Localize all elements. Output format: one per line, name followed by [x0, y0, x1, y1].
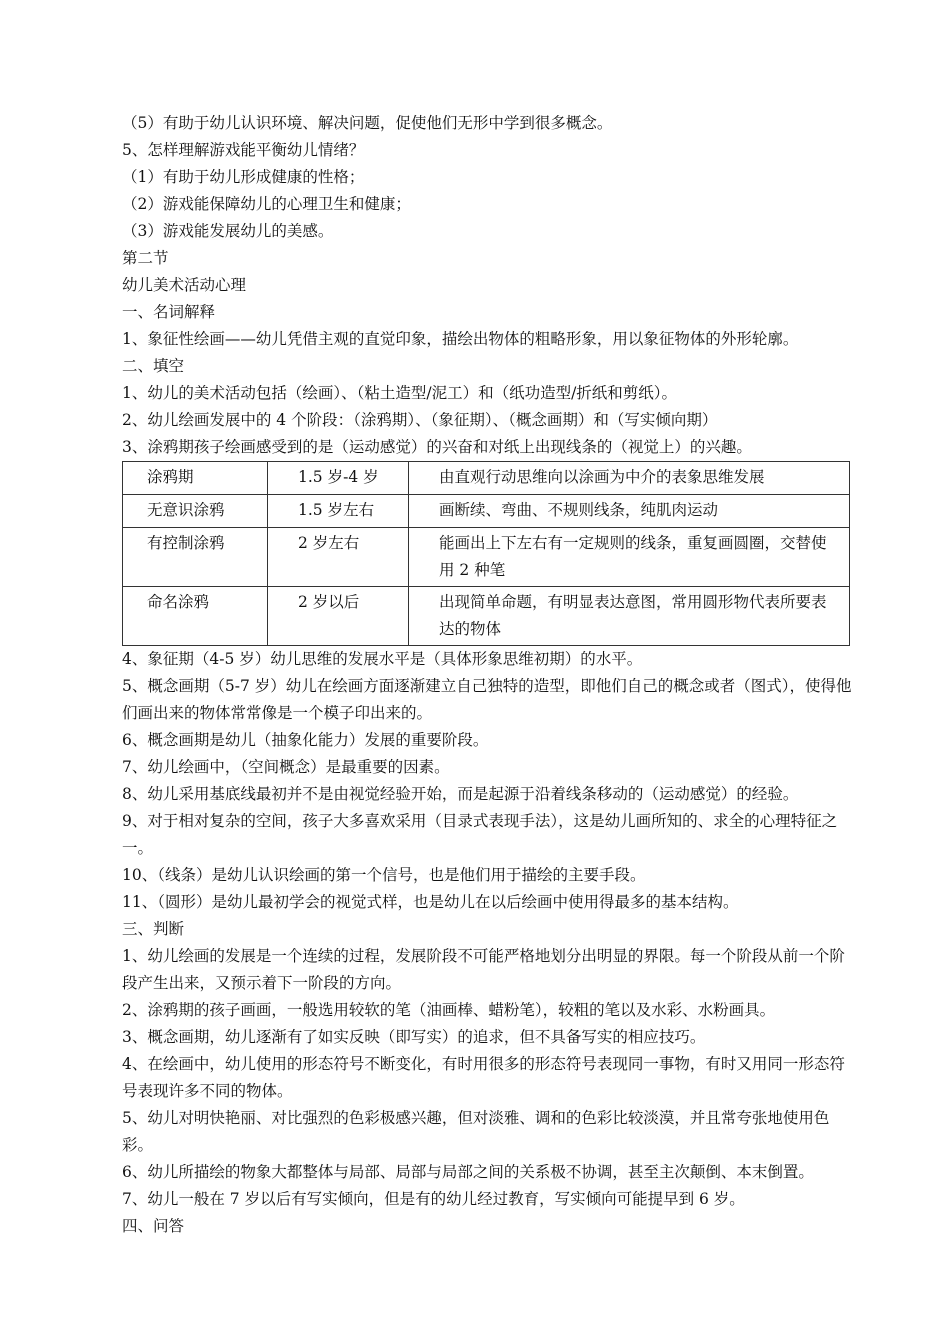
text-line: 9、对于相对复杂的空间，孩子大多喜欢采用（目录式表现手法），这是幼儿画所知的、求全的心理特征之一。: [122, 812, 838, 857]
table-row: [123, 528, 850, 587]
text-line: 5、概念画期（5-7 岁）幼儿在绘画方面逐渐建立自己独特的造型，即他们自己的概念或者（图式），使得他们画出来的物体常常像是一个模子印出来的。: [122, 677, 852, 722]
table-cell-desc: 能画出上下左右有一定规则的线条，重复画圆圈，交替使用 2 种笔: [409, 528, 850, 587]
text-line: 3、涂鸦期孩子绘画感受到的是（运动感觉）的兴奋和对纸上出现线条的（视觉上）的兴趣。: [122, 438, 752, 456]
text-line: 1、象征性绘画——幼儿凭借主观的直觉印象，描绘出物体的粗略形象，用以象征物体的外形轮廓。: [122, 330, 799, 348]
text-line: （2）游戏能保障幼儿的心理卫生和健康；: [122, 195, 411, 213]
part-heading: 一、名词解释: [122, 303, 216, 321]
text-line: 1、幼儿绘画的发展是一个连续的过程，发展阶段不可能严格地划分出明显的界限。每一个阶段从前一个阶段产生出来，又预示着下一阶段的方向。: [122, 947, 845, 992]
text-line: （5）有助于幼儿认识环境、解决问题，促使他们无形中学到很多概念。: [122, 114, 613, 132]
text-line: 6、概念画期是幼儿（抽象化能力）发展的重要阶段。: [122, 731, 489, 749]
section-heading: 第二节: [122, 249, 169, 267]
text-line: 8、幼儿采用基底线最初并不是由视觉经验开始，而是起源于沿着线条移动的（运动感觉）的经验。: [122, 785, 799, 803]
table-cell-stage: 命名涂鸦: [123, 587, 268, 646]
table-cell-age: 2 岁左右: [268, 528, 409, 587]
document-body: [122, 110, 852, 1240]
part-heading: 四、问答: [122, 1217, 185, 1235]
text-line: 4、象征期（4-5 岁）幼儿思维的发展水平是（具体形象思维初期）的水平。: [122, 650, 643, 668]
table-cell-desc: 出现简单命题，有明显表达意图，常用圆形物代表所要表达的物体: [409, 587, 850, 646]
table-row: [123, 462, 850, 495]
table-cell-desc: 画断续、弯曲、不规则线条，纯肌肉运动: [409, 495, 850, 528]
table-row: [123, 495, 850, 528]
text-line: 2、涂鸦期的孩子画画，一般选用较软的笔（油画棒、蜡粉笔），较粗的笔以及水彩、水粉画具。: [122, 1001, 776, 1019]
intro-section: [122, 110, 852, 461]
table-cell-age: 2 岁以后: [268, 587, 409, 646]
section-title: 幼儿美术活动心理: [122, 276, 247, 294]
part-heading: 三、判断: [122, 920, 185, 938]
text-line: 5、幼儿对明快艳丽、对比强烈的色彩极感兴趣，但对淡雅、调和的色彩比较淡漠，并且常夸张地使用色彩。: [122, 1109, 830, 1154]
text-line: 11、（圆形）是幼儿最初学会的视觉式样，也是幼儿在以后绘画中使用得最多的基本结构。: [122, 893, 739, 911]
scribble-stage-table: [122, 461, 850, 646]
text-line: 1、幼儿的美术活动包括（绘画）、（粘土造型/泥工）和（纸功造型/折纸和剪纸）。: [122, 384, 678, 402]
table-row: [123, 587, 850, 646]
table-cell-age: 1.5 岁左右: [268, 495, 409, 528]
table-cell-stage: 涂鸦期: [123, 462, 268, 495]
text-line: 6、幼儿所描绘的物象大都整体与局部、局部与局部之间的关系极不协调，甚至主次颠倒、本末倒置。: [122, 1163, 814, 1181]
table-cell-stage: 有控制涂鸦: [123, 528, 268, 587]
part-heading: 二、填空: [122, 357, 185, 375]
text-line: （1）有助于幼儿形成健康的性格；: [122, 168, 365, 186]
text-line: 10、（线条）是幼儿认识绘画的第一个信号，也是他们用于描绘的主要手段。: [122, 866, 646, 884]
question-heading: 5、怎样理解游戏能平衡幼儿情绪？: [122, 141, 365, 159]
table-cell-age: 1.5 岁-4 岁: [268, 462, 409, 495]
text-line: 3、概念画期，幼儿逐渐有了如实反映（即写实）的追求，但不具备写实的相应技巧。: [122, 1028, 706, 1046]
text-line: 2、幼儿绘画发展中的 4 个阶段：（涂鸦期）、（象征期）、（概念画期）和（写实倾向期）: [122, 411, 718, 429]
text-line: 7、幼儿一般在 7 岁以后有写实倾向，但是有的幼儿经过教育，写实倾向可能提早到 6 岁。: [122, 1190, 745, 1208]
text-line: 7、幼儿绘画中，（空间概念）是最重要的因素。: [122, 758, 450, 776]
text-line: （3）游戏能发展幼儿的美感。: [122, 222, 334, 240]
text-line: 4、在绘画中，幼儿使用的形态符号不断变化，有时用很多的形态符号表现同一事物，有时又用同一形态符号表现许多不同的物体。: [122, 1055, 845, 1100]
table-cell-stage: 无意识涂鸦: [123, 495, 268, 528]
continued-section: [122, 646, 852, 1240]
table-cell-desc: 由直观行动思维向以涂画为中介的表象思维发展: [409, 462, 850, 495]
